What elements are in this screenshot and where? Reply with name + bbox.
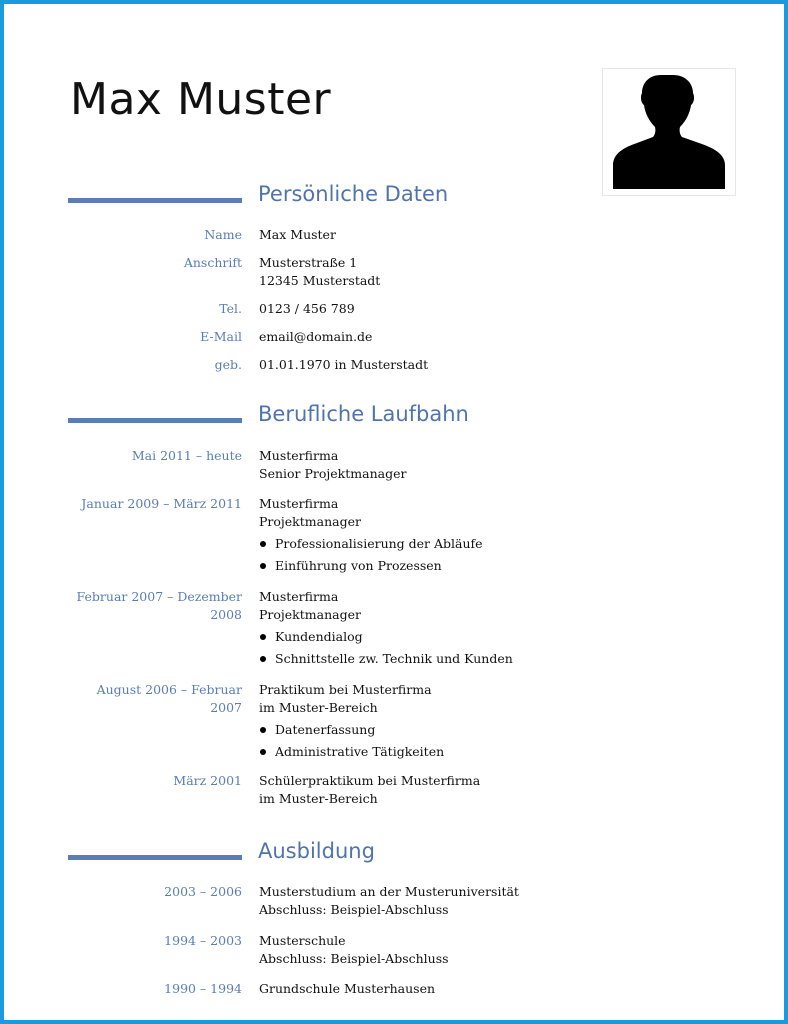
value-line: Abschluss: Beispiel-Abschluss — [259, 951, 449, 966]
section-education-heading — [4, 839, 788, 875]
date-line: Februar 2007 – Dezember — [76, 589, 242, 604]
value-line: Musterfirma — [259, 448, 339, 463]
list-item: Professionalisierung der Abläufe — [259, 533, 759, 555]
entry-details — [259, 883, 759, 919]
value-line: Abschluss: Beispiel-Abschluss — [259, 902, 449, 917]
entry-date — [42, 588, 242, 624]
section-title: Berufliche Laufbahn — [258, 402, 469, 426]
row-value — [259, 226, 759, 244]
value-line: Max Muster — [259, 227, 336, 242]
list-item: Kundendialog — [259, 626, 759, 648]
entry-date — [42, 495, 242, 513]
value-line: 01.01.1970 in Musterstadt — [259, 357, 429, 372]
entry-date — [42, 447, 242, 465]
entry-details — [259, 588, 759, 670]
entry-details — [259, 681, 759, 763]
date-line: Mai 2011 – heute — [131, 448, 242, 463]
row-label: Tel. — [219, 301, 242, 316]
entry-date — [42, 681, 242, 717]
date-line: August 2006 – Februar — [96, 682, 242, 697]
entry-details — [259, 980, 759, 998]
value-line: Musterfirma — [259, 496, 339, 511]
value-line: Musterstudium an der Musteruniversität — [259, 884, 519, 899]
bullet-list — [259, 719, 759, 763]
entry-details — [259, 932, 759, 968]
date-line: März 2001 — [173, 773, 242, 788]
row-label: Anschrift — [183, 255, 242, 270]
list-item: Datenerfassung — [259, 719, 759, 741]
section-title: Ausbildung — [258, 839, 375, 863]
entry-date: 1990 – 1994 — [164, 981, 242, 996]
entry-date: 2003 – 2006 — [164, 884, 242, 899]
value-line: Musterstraße 1 — [259, 255, 358, 270]
section-bar — [68, 855, 242, 860]
value-line: Musterschule — [259, 933, 346, 948]
value-line: Senior Projektmanager — [259, 466, 407, 481]
row-value — [259, 356, 759, 374]
value-line: 12345 Musterstadt — [259, 273, 381, 288]
entry-details — [259, 495, 759, 577]
list-item: Schnittstelle zw. Technik und Kunden — [259, 648, 759, 670]
entry-date — [42, 772, 242, 790]
section-career-heading — [4, 402, 788, 438]
value-line: Praktikum bei Musterfirma — [259, 682, 432, 697]
value-line: email@domain.de — [259, 329, 373, 344]
date-line: 2008 — [210, 607, 242, 622]
section-bar — [68, 418, 242, 423]
section-personal-heading — [4, 182, 788, 218]
value-line: Musterfirma — [259, 589, 339, 604]
value-line: Schülerpraktikum bei Musterfirma — [259, 773, 481, 788]
entry-details — [259, 772, 759, 808]
row-value — [259, 254, 759, 290]
value-line: 0123 / 456 789 — [259, 301, 355, 316]
value-line: Projektmanager — [259, 607, 361, 622]
value-line: im Muster-Bereich — [259, 700, 378, 715]
bullet-list — [259, 533, 759, 577]
section-title: Persönliche Daten — [258, 182, 449, 206]
date-line: 2007 — [210, 700, 242, 715]
row-label: E-Mail — [200, 329, 242, 344]
cv-name: Max Muster — [70, 74, 332, 125]
value-line: im Muster-Bereich — [259, 791, 378, 806]
section-bar — [68, 198, 242, 203]
list-item: Administrative Tätigkeiten — [259, 741, 759, 763]
list-item: Einführung von Prozessen — [259, 555, 759, 577]
row-label: geb. — [214, 357, 242, 372]
value-line: Projektmanager — [259, 514, 361, 529]
entry-details — [259, 447, 759, 483]
row-value — [259, 328, 759, 346]
entry-date: 1994 – 2003 — [164, 933, 242, 948]
row-value — [259, 300, 759, 318]
date-line: Januar 2009 – März 2011 — [81, 496, 242, 511]
profile-photo — [602, 68, 736, 196]
value-line: Grundschule Musterhausen — [259, 981, 436, 996]
bullet-list — [259, 626, 759, 670]
person-silhouette-icon — [603, 69, 735, 195]
row-label: Name — [204, 227, 242, 242]
